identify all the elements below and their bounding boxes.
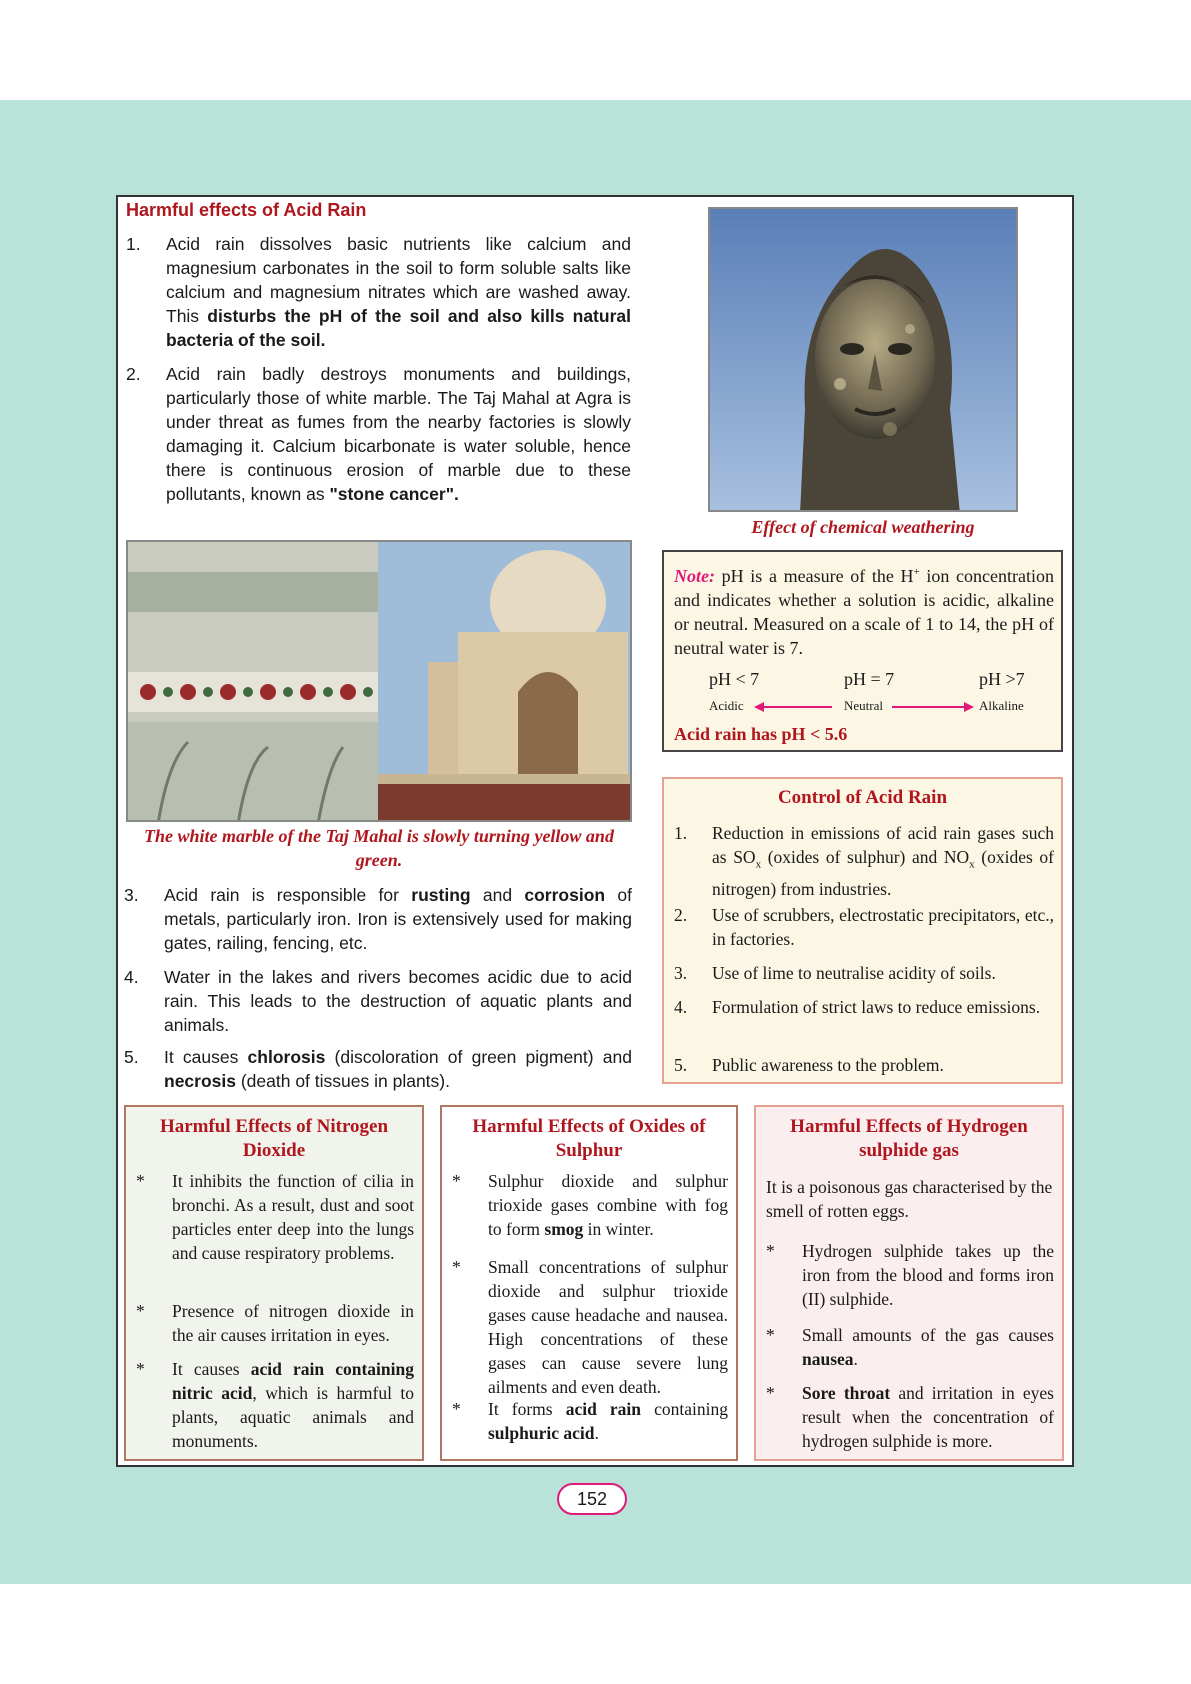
ph-note-box: Note: pH is a measure of the H+ ion concentration and indicates whether a solution is acidic, alkaline or neutral. Measured on a scale of 1 to 14, the pH of neutral water is 7. pH < 7 pH = 7 pH >7 Acidic Neutral Alkaline Acid rain has pH < 5.6: [662, 550, 1063, 752]
no2-effects-box: Harmful Effects of Nitrogen Dioxide * It inhibits the function of cilia in bronchi. As a result, dust and soot particles enter deep into the lungs and cause respiratory problems. * Presence of nitrogen dioxide in the air causes irritation in eyes. * It causes acid rain containing nitric acid, which is harmful to plants, aquatic animals and monuments.: [124, 1105, 424, 1461]
so2-effects-box: Harmful Effects of Oxides of Sulphur * Sulphur dioxide and sulphur trioxide gases combine with fog to form smog in winter. * Small concentrations of sulphur dioxide and sulphur trioxide gases cause headache and nausea. High concentrations of these gases can cause severe lung ailments and even death. * It forms acid rain containing sulphuric acid.: [440, 1105, 738, 1461]
h2s-effects-box: Harmful Effects of Hydrogen sulphide gas It is a poisonous gas characterised by the smell of rotten eggs. * Hydrogen sulphide takes up the iron from the blood and forms iron (II) sulphide. * Small amounts of the gas causes nausea. * Sore throat and irritation in eyes result when the concentration of hydrogen sulphide is more.: [754, 1105, 1064, 1461]
arrow-right-icon: [892, 700, 974, 714]
arrow-left-icon: [754, 700, 834, 714]
so2-title: Harmful Effects of Oxides of Sulphur: [472, 1116, 706, 1161]
statue-photo: [708, 207, 1018, 512]
ph-acidic-value: pH < 7: [709, 669, 760, 689]
control-title: Control of Acid Rain: [777, 787, 948, 808]
control-acid-rain-box: Control of Acid Rain 1. Reduction in emissions of acid rain gases such as $SO_x$ (oxides of sulphur) and $NO_x$ (oxides of nitrogen) from industries. 2. Use of scrubbers, electrostatic precipitators, etc., in factories. 3. Use of lime to neutralise acidity of soils. 4. Formulation of strict laws to reduce emissions. 5. Public awareness to the problem.: [662, 777, 1063, 1084]
neutral-label: Neutral: [844, 698, 883, 713]
h2s-intro: It is a poisonous gas characterised by the smell of rotten eggs.: [766, 1177, 1053, 1221]
note-label: Note:: [674, 566, 715, 586]
h2s-title: Harmful Effects of Hydrogen sulphide gas: [790, 1116, 1028, 1161]
acid-rain-ph: Acid rain has pH < 5.6: [674, 724, 848, 744]
acidic-label: Acidic: [709, 698, 744, 713]
ph-neutral-value: pH = 7: [844, 669, 895, 689]
ph-alkaline-value: pH >7: [979, 669, 1025, 689]
statue-caption: Effect of chemical weathering: [751, 517, 975, 537]
taj-mahal-photo: [126, 540, 632, 822]
page-number: 152: [557, 1483, 627, 1515]
alkaline-label: Alkaline: [979, 698, 1024, 713]
no2-title: Harmful Effects of Nitrogen Dioxide: [159, 1116, 389, 1161]
taj-caption: The white marble of the Taj Mahal is slowly turning yellow and green.: [144, 826, 614, 870]
section-heading: Harmful effects of Acid Rain: [126, 200, 367, 220]
